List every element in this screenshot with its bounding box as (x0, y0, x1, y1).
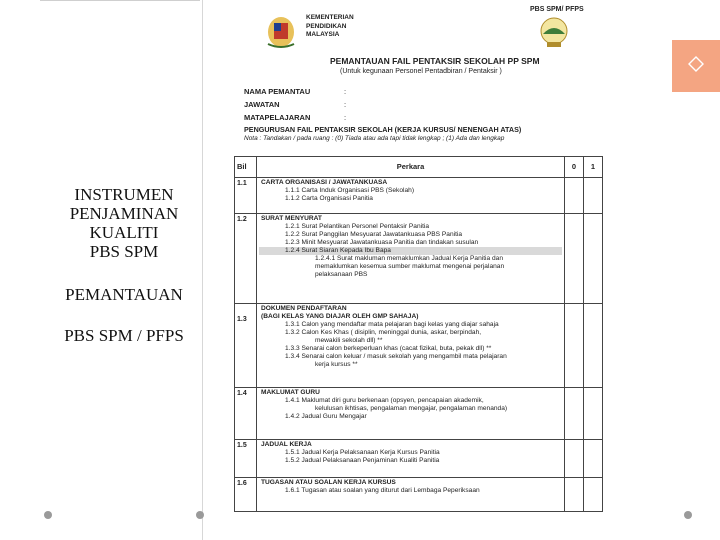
row-number: 1.5 (235, 440, 257, 478)
field-colon: : (344, 100, 347, 109)
kpm-logo (534, 16, 574, 50)
checklist-item: 1.2.1 Surat Pelantikan Personel Pentaksir Panitia (285, 223, 430, 230)
table-row (235, 478, 603, 512)
field-colon: : (344, 113, 347, 122)
score-0-cell[interactable] (565, 214, 584, 304)
checklist-item: 1.2.2 Surat Panggilan Mesyuarat Jawatankuasa PBS Panitia (285, 231, 463, 238)
ministry-line: KEMENTERIAN (306, 14, 354, 21)
header-perkara: Perkara (257, 157, 565, 178)
checklist-item: 1.5.2 Jadual Pelaksanaan Penjaminan Kualiti Panitia (285, 457, 440, 464)
checklist-item: 1.1.1 Carta Induk Organisasi PBS (Sekolah) (285, 187, 415, 194)
right-dot (684, 511, 692, 519)
checklist-item: pelaksanaan PBS (315, 271, 368, 278)
field-matapelajaran: MATAPELAJARAN (244, 113, 311, 122)
row-number: 1.6 (235, 478, 257, 512)
row-items (257, 178, 565, 214)
score-1-cell[interactable] (584, 178, 603, 214)
row-items (257, 304, 565, 388)
middle-dot (196, 511, 204, 519)
ministry-line: MALAYSIA (306, 31, 340, 38)
header-bil: Bil (235, 157, 257, 178)
item-heading: DOKUMEN PENDAFTARAN (261, 305, 347, 312)
checklist-item: memaklumkan kesemua sumber maklumat mengenai perjalanan (315, 263, 505, 270)
table-row (235, 178, 603, 214)
note-text: Nota : Tandakan / pada ruang : (0) Tiada atau ada tapi tidak lengkap ; (1) Ada dan lengkap (244, 135, 505, 142)
row-items (257, 214, 565, 304)
score-0-cell[interactable] (565, 178, 584, 214)
score-0-cell[interactable] (565, 478, 584, 512)
checklist-item: 1.4.1 Maklumat diri guru berkenaan (opsyen, pencapaian akademik, (285, 397, 484, 404)
checklist-item: 1.3.1 Calon yang mendaftar mata pelajaran bagi kelas yang diajar sahaja (285, 321, 499, 328)
checklist-item: mewakili sekolah dll) ** (315, 337, 383, 344)
row-number: 1.1 (235, 178, 257, 214)
title-line: PENJAMINAN (69, 204, 179, 223)
checklist-item: 1.6.1 Tugasan atau soalan yang diturut dari Lembaga Peperiksaan (285, 487, 480, 494)
checklist-table (234, 156, 603, 512)
title-block-3: PBS SPM / PFPS (64, 326, 184, 345)
row-number: 1.4 (235, 388, 257, 440)
row-number: 1.2 (235, 214, 257, 304)
checklist-item: 1.2.4.1 Surat makluman memaklumkan Jadual Kerja Panitia dan (315, 255, 504, 262)
row-items (257, 388, 565, 440)
item-heading: TUGASAN ATAU SOALAN KERJA KURSUS (261, 479, 396, 486)
document-page (226, 0, 618, 540)
checklist-item: 1.2.4 Surat Siaran Kepada Ibu Bapa (259, 247, 562, 255)
checklist-item: 1.3.3 Senarai calon berkeperluan khas (cacat fizikal, buta, pekak dll) ** (285, 345, 492, 352)
item-heading: MAKLUMAT GURU (261, 389, 320, 396)
checklist-item: kerja kursus ** (315, 361, 358, 368)
title-line: INSTRUMEN (74, 185, 174, 204)
table-row (235, 388, 603, 440)
score-0-cell[interactable] (565, 388, 584, 440)
score-1-cell[interactable] (584, 304, 603, 388)
diamond-outline-icon (688, 56, 704, 72)
checklist-item: 1.2.3 Minit Mesyuarat Jawatankuasa Panitia dan tindakan susulan (285, 239, 479, 246)
table-row (235, 304, 603, 388)
header-tag: PBS SPM/ PFPS (530, 6, 584, 13)
title-block-1 (40, 185, 208, 261)
ministry-name (306, 14, 354, 40)
field-nama-pemantau: NAMA PEMANTAU (244, 87, 311, 96)
score-1-cell[interactable] (584, 214, 603, 304)
checklist-item: 1.1.2 Carta Organisasi Panitia (285, 195, 373, 202)
checklist-item: 1.5.1 Jadual Kerja Pelaksanaan Kerja Kursus Panitia (285, 449, 440, 456)
header-score-1: 1 (584, 157, 603, 178)
row-number: 1.3 (235, 304, 257, 388)
item-heading: SURAT MENYURAT (261, 215, 322, 222)
item-heading: JADUAL KERJA (261, 441, 312, 448)
checklist-item: 1.3.2 Calon Kes Khas ( disiplin, meninggal dunia, askar, berpindah, (285, 329, 482, 336)
checklist-item: 1.4.2 Jadual Guru Mengajar (285, 413, 367, 420)
field-jawatan: JAWATAN (244, 100, 280, 109)
field-colon: : (344, 87, 347, 96)
checklist-item: kelulusan ikhtisas, pengalaman mengajar, pengalaman menanda) (315, 405, 508, 412)
document-subtitle: (Untuk kegunaan Personel Pentadbiran / Pentaksir ) (340, 68, 502, 75)
row-items (257, 478, 565, 512)
score-1-cell[interactable] (584, 440, 603, 478)
slide-title (40, 185, 208, 363)
score-0-cell[interactable] (565, 304, 584, 388)
coat-of-arms-left (264, 14, 298, 50)
title-line: PBS SPM (89, 242, 159, 261)
left-dot (44, 511, 52, 519)
score-1-cell[interactable] (584, 478, 603, 512)
ministry-line: PENDIDIKAN (306, 22, 347, 30)
accent-tab (672, 40, 720, 92)
checklist-item: 1.3.4 Senarai calon keluar / masuk sekolah yang mengambil mata pelajaran (285, 353, 507, 360)
score-1-cell[interactable] (584, 388, 603, 440)
table-row (235, 440, 603, 478)
top-rule (40, 0, 200, 1)
section-heading: PENGURUSAN FAIL PENTAKSIR SEKOLAH (KERJA KURSUS/ NENENGAH ATAS) (244, 125, 522, 134)
title-line: KUALITI (89, 223, 159, 242)
item-heading: CARTA ORGANISASI / JAWATANKUASA (261, 179, 388, 186)
header-score-0: 0 (565, 157, 584, 178)
title-block-2: PEMANTAUAN (65, 285, 183, 304)
document-title: PEMANTAUAN FAIL PENTAKSIR SEKOLAH PP SPM (330, 56, 540, 66)
table-header-row (235, 157, 603, 178)
item-heading: (BAGI KELAS YANG DIAJAR OLEH GMP SAHAJA) (261, 313, 419, 320)
row-items (257, 440, 565, 478)
table-row (235, 214, 603, 304)
score-0-cell[interactable] (565, 440, 584, 478)
